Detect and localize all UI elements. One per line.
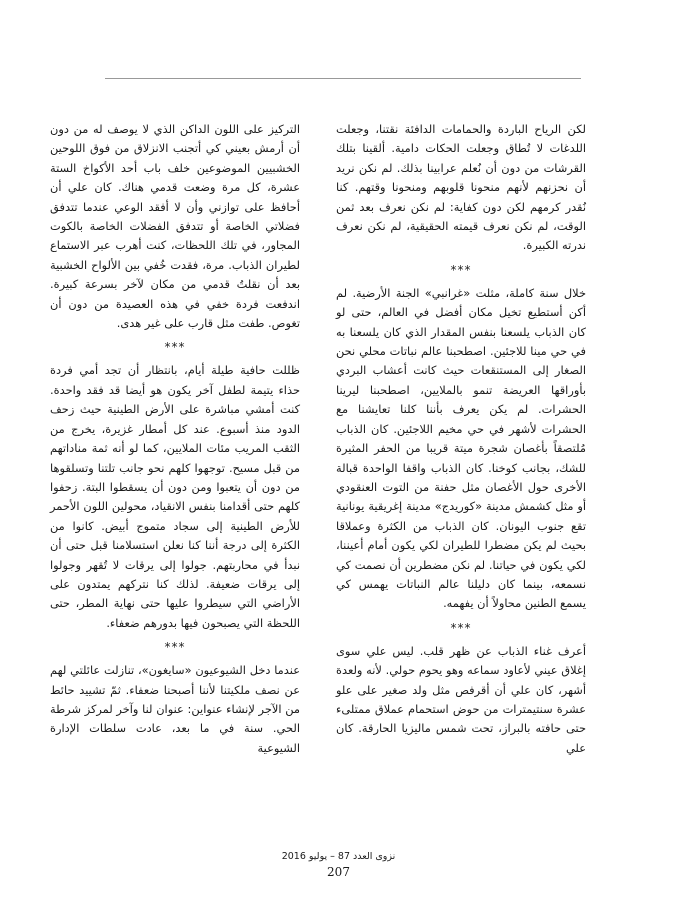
section-separator: *** bbox=[164, 640, 186, 655]
section-separator: *** bbox=[450, 620, 472, 635]
left-paragraph-3: عندما دخل الشيوعيون «سايغون»، تنازلت عائلتي لهم عن نصف ملكيتنا لأننا أصبحنا ضعفاء. ثمّ تشييد حائط من الآجر لإنشاء عنواين: عنوان لنا وآخر لمركز شرطة الحي. سنة في ما بعد، عادت سلطات الإدارة الشيوعية bbox=[50, 663, 300, 755]
section-separator: *** bbox=[450, 262, 472, 277]
left-paragraph-2: ظللت حافية طيلة أيام، بانتظار أن تجد أمي فردة حذاء يتيمة لطفل آخر يكون هو أيضا قد فقد واحدة. كنت أمشي مباشرة على الأرض الطينية حيث زحف الدود منذ أسبوع. عند كل أمطار غزيرة، يخرج من الثقب المريب مئات الملايين، كما لو أنه ثمة مناداتهم من قبل مسيح. توجهوا كلهم نحو جانب تلتنا وتسلقوها من دون أن يتعبوا ومن دون أن يسقطوا البتة. زحفوا كلهم حتى أقدامنا بنفس الانقياد، محولين اللون الأحمر للأرض الطينية إلى سجاد متموج أبيض. كانوا من الكثرة إلى درجة أننا كنا نعلن استسلامنا قبل حتى أن نبدأ في محاربتهم. جولوا إلى يرقات لا تُقهر وجولوا إلى يرقات ضعيفة. لذلك كنا نتركهم يمتدون على الأراضي التي سيطروا عليها حتى نهاية المطر، حتى اللحظة التي يصبحون فيها بدورهم ضعفاء. bbox=[50, 363, 300, 630]
header-rule bbox=[105, 78, 581, 79]
issue-line: نزوى العدد 87 – يوليو 2016 bbox=[281, 851, 396, 862]
left-paragraph-1: التركيز على اللون الداكن الذي لا يوصف له من دون أن أرمش بعيني كي أتجنب الانزلاق من فوق اللوحين الخشبيين الموضوعين خلف باب أحد الأكواخ الستة عشرة، كل مرة وضعت قدمي هناك. كان علي أن أحافظ على توازني وأن لا أفقد الوعي عندما تتدفق فضلاتي الخاصة أو تتدفق الفضلات الخاصة بالكوت المجاور، في تلك اللحظات، كنت أهرب عبر الاستماع لطيران الذباب. مرة، فقدت خُفي بين الألواح الخشبية بعد أن نقلتُ قدمي من مكان لآخر بسرعة كبيرة. اندفعت فردة خفي في هذه العصيدة من دون أن تغوص. طفت مثل قارب على غير هدى. bbox=[50, 122, 300, 331]
right-column bbox=[336, 120, 586, 758]
left-column bbox=[50, 120, 300, 758]
right-paragraph-1: لكن الرياح الباردة والحمامات الدافئة نقتنا، وجعلت اللدغات لا تُطاق وجعلت الحكات دامية. ألقينا بتلك القرشات من دون أن نُعلم عرابينا بذلك. لم نكن نريد أن نحزنهم لأنهم منحونا قلوبهم ومنحونا وقتهم. كنا نُقدر كرمهم لكن دون كفاية: لم نكن نعرف بعد ثمن الوقت، لم نكن نعرف قيمته الحقيقية، لم نكن نعرف ندرته الكبيرة. bbox=[336, 122, 586, 253]
page-number: 207 bbox=[327, 865, 350, 879]
page-footer bbox=[0, 850, 677, 880]
right-paragraph-2: خلال سنة كاملة، مثلت «غرانبي» الجنة الأرضية. لم أكن أستطيع تخيل مكان أفضل في العالم، حتى لو كان الذباب يلسعنا بنفس المقدار الذي كان يلسعنا به في حي مينا للاجئين. اصطحبنا عالم نباتات محلي نحن الصغار إلى المستنقعات حيث كانت أعشاب البردي بأوراقها العريضة تنمو بالملايين، اصطحبنا ليرينا الحشرات. لم يكن يعرف بأننا كلنا تعايشنا مع الحشرات لأشهر في حي مخيم اللاجئين. كان الذباب مُلتصقاً بأغصان شجرة ميتة قريبا من الحفر المثيرة للشك، بجانب كوخنا. كان الذباب واقفا الواحدة قبالة الأخرى حول الأغصان مثل حفنة من التوت العنقودي أو مثل كشمش مدينة «كوريدج» مدينة إغريقية يونانية تقع جنوب اليونان. كان الذباب من الكثرة وعملاقا بحيث لم يكن مضطرا للطيران لكي يكون أمام أعيننا، لكي يكون في حياتنا. لم نكن مضطرين أن نصمت كي نسمعه، بينما كان دليلنا عالم النباتات يهمس كي يسمع الطنين محاولاً أن يفهمه. bbox=[336, 285, 586, 611]
right-paragraph-3: أعرف غناء الذباب عن ظهر قلب. ليس علي سوى إغلاق عيني لأعاود سماعه وهو يحوم حولي. لأنه ولعدة أشهر، كان علي أن أقرفص مثل ولد صغير على علو عشرة سنتيمترات من حوض استحمام عملاق ممتلىء حتى حافته بالبراز، تحت شمس ماليزيا الحارقة. كان علي bbox=[336, 643, 586, 755]
section-separator: *** bbox=[164, 340, 186, 355]
